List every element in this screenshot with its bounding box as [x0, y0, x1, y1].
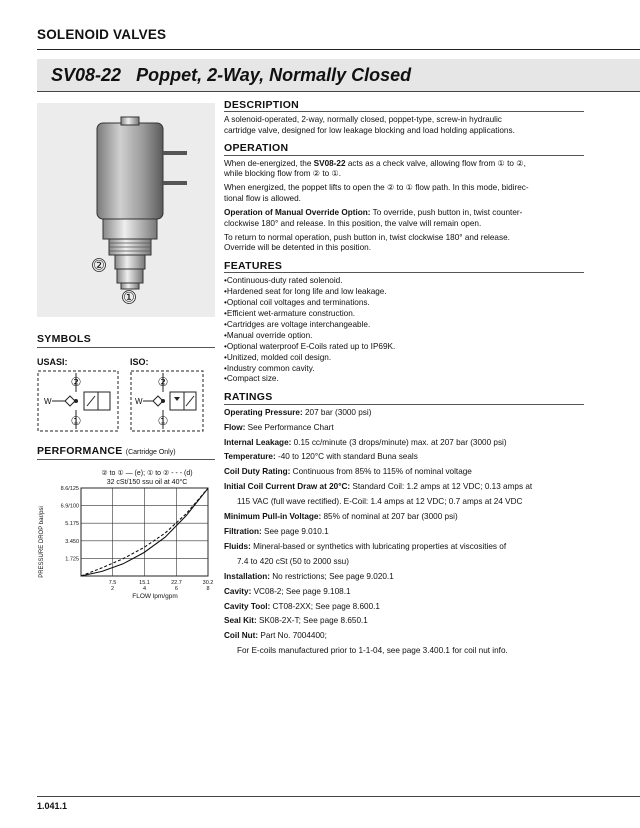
port-1-label: ①: [123, 289, 135, 305]
rating-row: Flow: See Performance Chart: [224, 422, 334, 432]
rating-row-continued: 115 VAC (full wave rectified). E-Coil: 1.4 amps at 12 VDC; 0.7 amps at 24 VDC: [237, 497, 523, 507]
description-heading: DESCRIPTION: [224, 100, 584, 112]
chart-legend-line-2: 32 cSt/150 ssu oil at 40°C: [106, 479, 188, 486]
features-heading: FEATURES: [224, 261, 584, 273]
title-model: SV08-22: [51, 65, 122, 85]
operation-paragraph-3: Operation of Manual Override Option: To override, push button in, twist counter- clockwise 180° and release. In this position, the valve will remain open.: [224, 208, 523, 228]
header-divider: [37, 49, 640, 50]
usasi-symbol: [37, 370, 119, 432]
iso-port-2: ②: [157, 375, 169, 389]
y-tick-label: 1.725: [65, 556, 79, 563]
list-item: • Manual override option.: [224, 331, 584, 342]
x-tick-sublabel: 6: [174, 586, 178, 592]
cartridge-lower: [117, 269, 143, 283]
symbols-heading: SYMBOLS: [37, 333, 92, 345]
section-header: SOLENOID VALVES: [37, 27, 167, 42]
rating-row: Coil Duty Rating: Continuous from 85% to 115% of nominal voltage: [224, 467, 472, 477]
rating-row: Installation: No restrictions; See page 9.020.1: [224, 571, 394, 581]
product-photo: [37, 103, 215, 317]
pin-upper: [163, 151, 187, 155]
operation-heading: OPERATION: [224, 143, 584, 155]
list-item: • Optional waterproof E-Coils rated up to IP69K.: [224, 342, 584, 353]
spec-column: [224, 100, 584, 661]
usasi-port-2: ②: [70, 375, 82, 389]
list-item: • Hardened seat for long life and low leakage.: [224, 287, 584, 298]
usasi-label: USASI:: [37, 357, 68, 367]
list-item: • Efficient wet-armature construction.: [224, 309, 584, 320]
rating-row: Temperature: -40 to 120°C with standard Buna seals: [224, 452, 418, 462]
title-bar: [37, 59, 640, 91]
performance-heading: PERFORMANCE (Cartridge Only): [37, 445, 176, 457]
symbols-divider: [37, 347, 215, 348]
port-2-label: ②: [93, 257, 105, 273]
x-tick-sublabel: 8: [206, 586, 210, 592]
x-tick-label: 30.2: [202, 580, 214, 586]
performance-chart: [37, 462, 217, 602]
list-item: • Optional coil voltages and terminations.: [224, 298, 584, 309]
usasi-spring-label: W: [44, 397, 52, 406]
y-tick-label: 3.450: [65, 538, 79, 545]
features-list: [224, 276, 584, 385]
iso-port-1: ①: [157, 414, 169, 428]
chart-x-label: FLOW lpm/gpm: [132, 593, 178, 600]
coil-body: [97, 123, 163, 219]
y-tick-label: 5.175: [65, 521, 79, 528]
list-item: • Cartridges are voltage interchangeable.: [224, 320, 584, 331]
rating-row: Seal Kit: SK08-2X-T; See page 8.650.1: [224, 616, 368, 626]
coil-nut: [121, 117, 139, 125]
rating-row-continued: For E-coils manufactured prior to 1-1-04, see page 3.400.1 for coil nut info.: [237, 646, 508, 656]
x-tick-label: 22.7: [171, 580, 182, 586]
y-tick-label: 8.6/125: [60, 486, 79, 492]
list-item: • Industry common cavity.: [224, 364, 584, 375]
rating-row: Initial Coil Current Draw at 20°C: Standard Coil: 1.2 amps at 12 VDC; 0.13 amps at: [224, 482, 533, 492]
rating-row: Coil Nut: Part No. 7004400;: [224, 631, 327, 641]
usasi-port-1: ①: [70, 414, 82, 428]
cartridge-upper: [115, 255, 145, 269]
list-item: • Continuous-duty rated solenoid.: [224, 276, 584, 287]
rating-row: Operating Pressure: 207 bar (3000 psi): [224, 407, 372, 417]
ratings-heading: RATINGS: [224, 392, 584, 404]
rating-row: Fluids: Mineral-based or synthetics with lubricating properties at viscosities of: [224, 541, 507, 551]
title-divider: [37, 91, 640, 92]
operation-paragraph-1: When de-energized, the SV08-22 acts as a check valve, allowing flow from ① to ②, while blocking flow from ② to ①.: [224, 158, 526, 179]
page-title: [51, 65, 411, 86]
hex-nut: [103, 219, 157, 239]
iso-symbol: [130, 370, 204, 432]
cartridge-tip: [121, 283, 139, 289]
performance-note: (Cartridge Only): [125, 449, 176, 456]
list-item: • Compact size.: [224, 374, 584, 385]
x-tick-sublabel: 4: [142, 586, 147, 592]
chart-legend-line-1: ② to ① — (e); ① to ② - - - (d): [101, 470, 193, 477]
valve-illustration: [37, 103, 215, 317]
rating-row: Filtration: See page 9.010.1: [224, 527, 329, 536]
operation-paragraph-4: To return to normal operation, push button in, twist clockwise 180° and release. Override will be detented in this position.: [224, 233, 510, 253]
performance-divider: [37, 459, 215, 460]
x-tick-label: 15.1: [139, 580, 150, 586]
operation-paragraph-2: When energized, the poppet lifts to open the ② to ① flow path. In this mode, bidirec- tional flow is allowed.: [224, 183, 529, 203]
footer-divider: [37, 796, 640, 797]
rating-row: Cavity Tool: CT08-2XX; See page 8.600.1: [224, 601, 380, 611]
page-number: 1.041.1: [37, 801, 68, 811]
list-item: • Unitized, molded coil design.: [224, 353, 584, 364]
pin-lower: [163, 181, 187, 185]
ratings-list: [224, 408, 584, 657]
rating-row: Cavity: VC08-2; See page 9.108.1: [224, 586, 351, 596]
chart-y-label: PRESSURE DROP bar/psi: [39, 506, 45, 578]
description-text: A solenoid-operated, 2-way, normally closed, poppet-type, screw-in hydraulic cartridge valve, designed for low leakage blocking and load holding applications.: [224, 115, 515, 135]
iso-spring-label: W: [135, 397, 143, 406]
y-tick-label: 6.9/100: [60, 503, 79, 510]
rating-row: Internal Leakage: 0.15 cc/minute (3 drops/minute) max. at 207 bar (3000 psi): [224, 437, 507, 447]
x-tick-label: 7.5: [108, 580, 117, 586]
rating-row-continued: 7.4 to 420 cSt (50 to 2000 ssu): [237, 556, 349, 566]
x-tick-sublabel: 2: [111, 586, 115, 592]
rating-row: Minimum Pull-in Voltage: 85% of nominal at 207 bar (3000 psi): [224, 512, 458, 522]
title-text: Poppet, 2-Way, Normally Closed: [136, 65, 412, 85]
iso-label: ISO:: [130, 357, 149, 367]
